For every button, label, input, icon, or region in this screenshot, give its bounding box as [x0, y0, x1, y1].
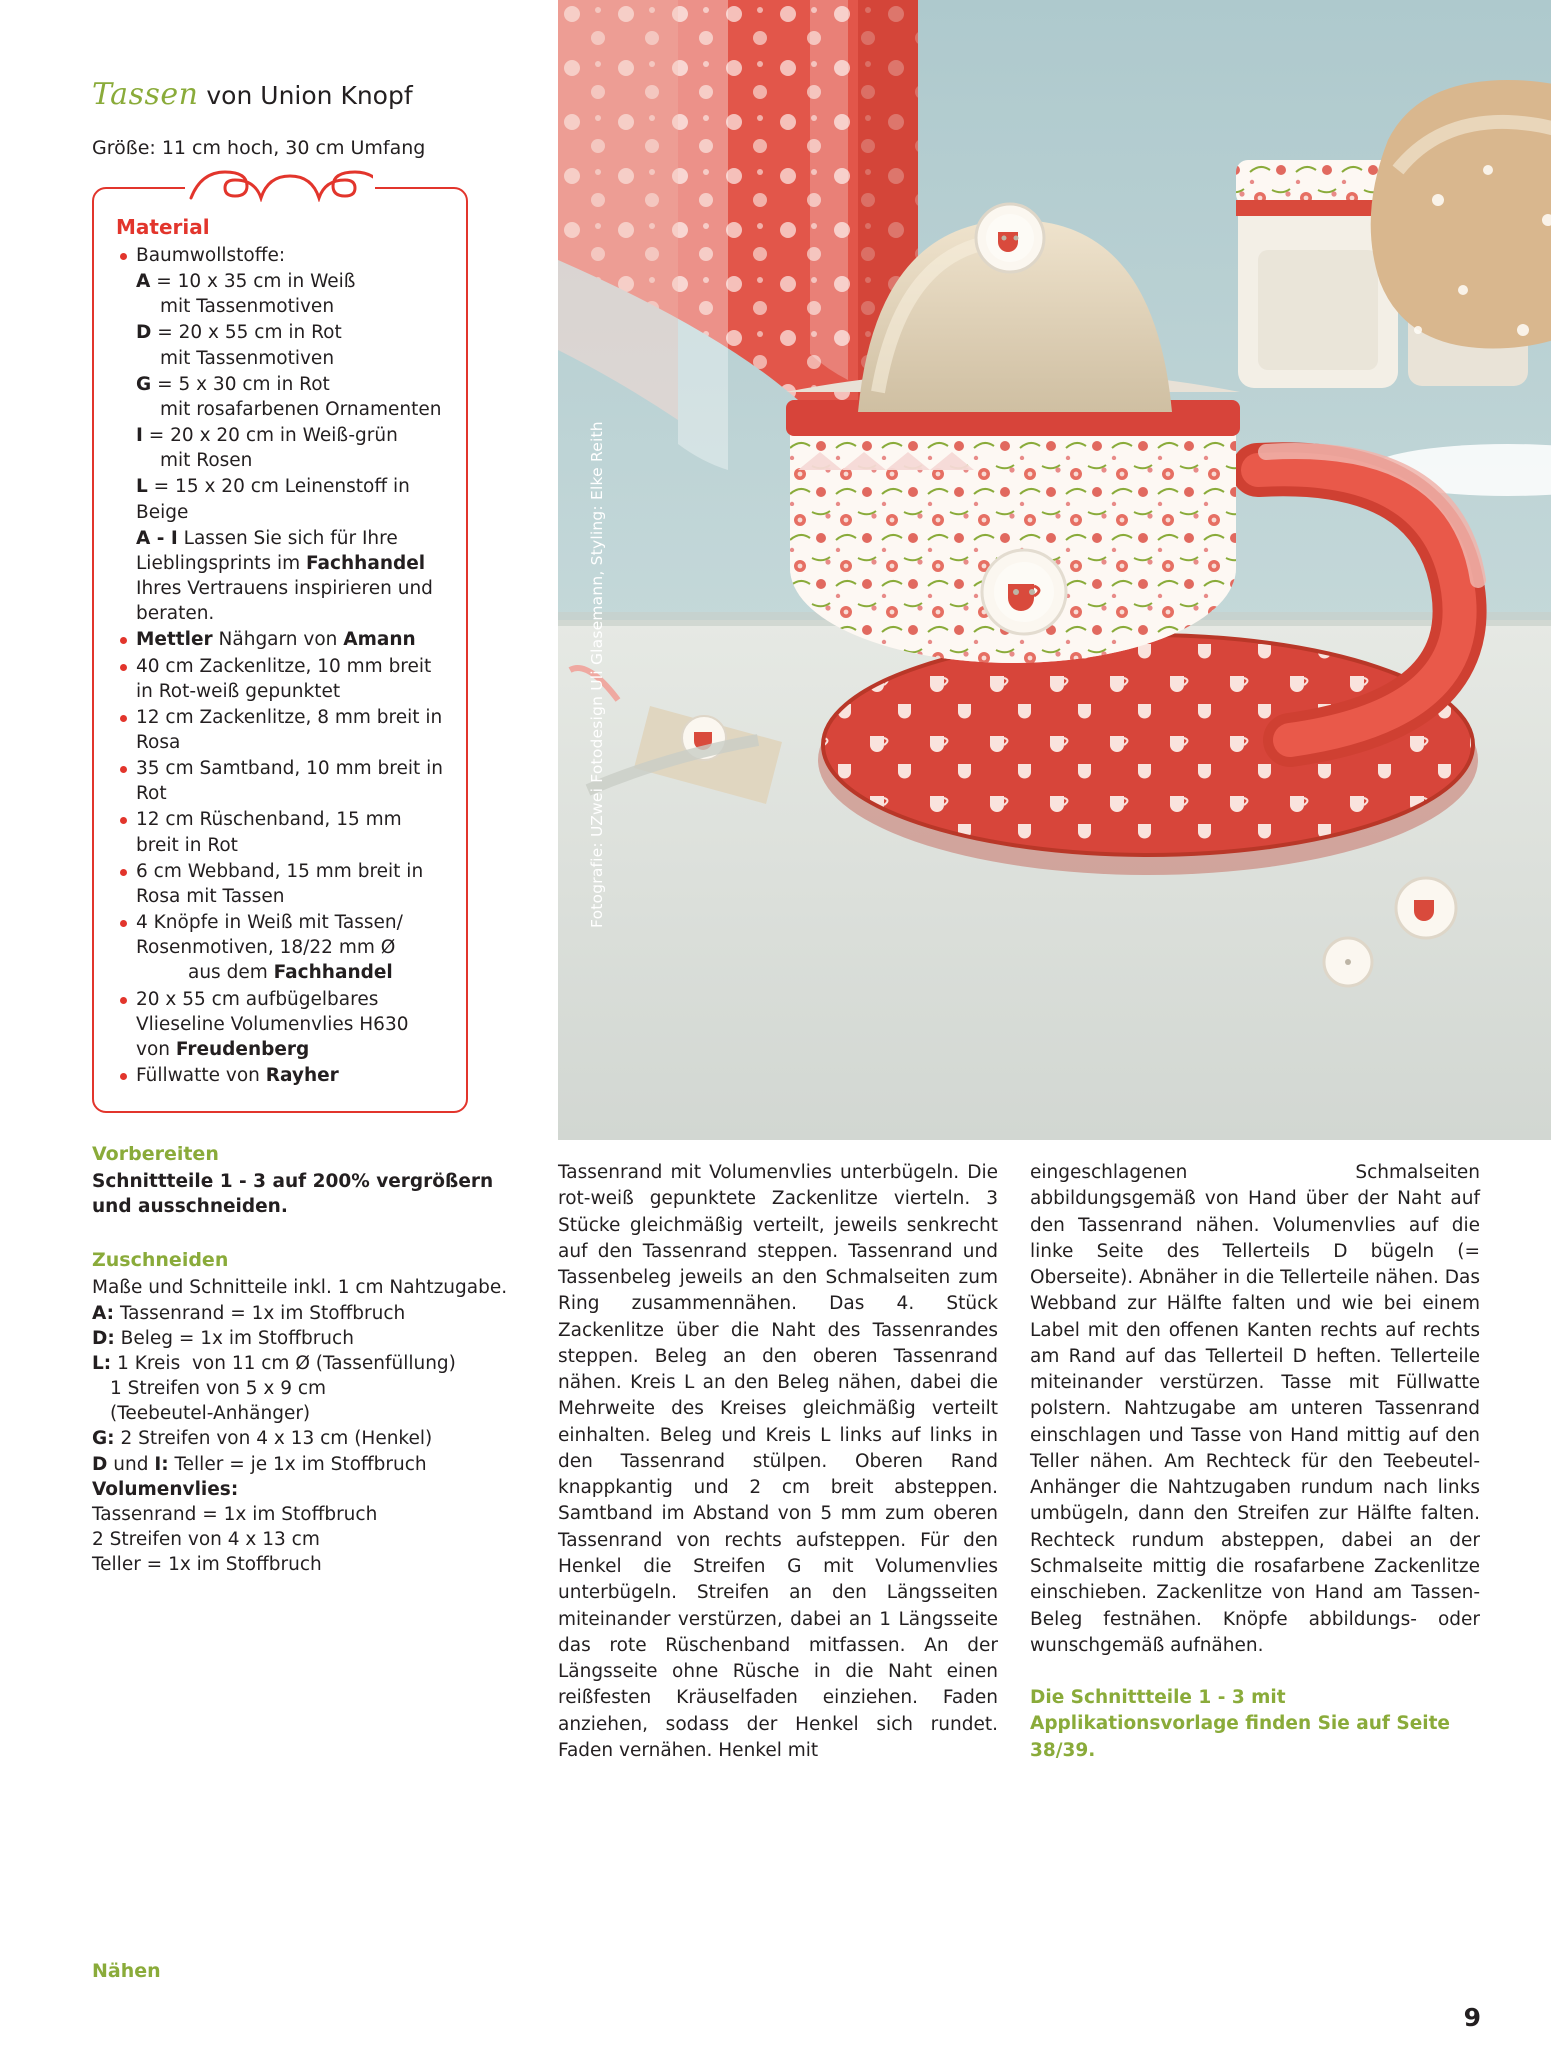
material-item: 35 cm Samtband, 10 mm breit in Rot	[116, 756, 444, 806]
photo-credit: Fotografie: UZwei Fotodesign Uli Glasemann, Styling: Elke Reith	[588, 421, 606, 928]
body-column-middle	[558, 1160, 998, 1764]
cut-line: D und I: Teller = je 1x im Stoffbruch	[92, 1453, 427, 1475]
cut-line: (Teebeutel-Anhänger)	[110, 1403, 311, 1425]
cut-line: Volumenvlies:	[92, 1478, 239, 1500]
left-column	[92, 78, 512, 1577]
page-title-rest: von Union Knopf	[198, 81, 413, 110]
material-item: 12 cm Rüschenband, 15 mm breit in Rot	[116, 807, 444, 857]
zuschneiden-heading: Zuschneiden	[92, 1249, 229, 1272]
project-photo	[558, 0, 1551, 1140]
material-item: L = 15 x 20 cm Leinenstoff in Beige	[136, 476, 410, 523]
cut-line: Teller = 1x im Stoffbruch	[92, 1554, 322, 1576]
material-item: A = 10 x 35 cm in Weiß mit Tassenmotiven	[136, 271, 356, 318]
material-item: 40 cm Zackenlitze, 10 mm breit in Rot-weiß gepunktet	[116, 654, 444, 704]
body-column-right	[1030, 1160, 1480, 1764]
material-item: Füllwatte von Rayher	[116, 1063, 444, 1088]
vorbereiten-text: Schnittteile 1 - 3 auf 200% vergrößern und ausschneiden.	[92, 1171, 494, 1218]
cut-line: Tassenrand = 1x im Stoffbruch	[92, 1503, 378, 1525]
cut-line: L: 1 Kreis von 11 cm Ø (Tassenfüllung)	[92, 1352, 456, 1374]
zuschneiden-lines	[92, 1301, 512, 1578]
page-title	[92, 78, 512, 111]
page-number: 9	[1463, 2003, 1481, 2032]
cut-line: 1 Streifen von 5 x 9 cm	[110, 1378, 327, 1400]
body-text-right: eingeschlagenen Schmalseiten abbildungsgemäß von Hand über der Naht auf den Tassenrand nähen. Volumenvlies auf die linke Seite des Tellerteils D bügeln (= Oberseite). Abnäher in die Tellerteile nähen. Das Webband zur Hälfte falten und wie bei einem Label mit den offenen Kanten rechts auf rechts am Rand auf das Tellerteil D heften. Tellerteile miteinander verstürzen. Tasse mit Füllwatte polstern. Nahtzugabe am unteren Tassenrand einschlagen und Tasse von Hand mittig auf den Teller nähen. Am Rechteck für den Teebeutel-Anhänger die Nahtzugaben rundum nach links umbügeln, dann den Streifen zur Hälfte falten. Rechteck rundum absteppen, dabei an der Schmalseite mittig die rosafarbene Zackenlitze einschieben. Zackenlitze von Hand am Tassen-Beleg festnähen. Knöpfe abbildungs- oder wunschgemäß aufnähen.	[1030, 1162, 1480, 1656]
material-heading: Material	[116, 215, 210, 239]
material-item: I = 20 x 20 cm in Weiß-grün mit Rosen	[136, 425, 398, 472]
material-item: 20 x 55 cm aufbügelbares Vlieseline Volumenvlies H630 von Freudenberg	[116, 987, 444, 1062]
cut-line: 2 Streifen von 4 x 13 cm	[92, 1529, 320, 1551]
vorbereiten-heading: Vorbereiten	[92, 1143, 219, 1166]
material-list	[116, 243, 444, 1088]
material-item: G = 5 x 30 cm in Rot mit rosafarbenen Ornamenten	[136, 373, 442, 420]
photo-illustration	[558, 0, 1551, 1140]
material-item: Baumwollstoffe:	[116, 243, 444, 268]
ornament-icon	[185, 163, 375, 203]
page-title-script: Tassen	[92, 77, 199, 112]
material-item: 12 cm Zackenlitze, 8 mm breit in Rosa	[116, 705, 444, 755]
body-text-middle: Tassenrand mit Volumenvlies unterbügeln. Die rot-weiß gepunktete Zackenlitze vierteln. 3 Stücke gleichmäßig verteilt, jeweils senkrecht auf den Tassenrand steppen. Tassenrand und Tassenbeleg jeweils an den Schmalseiten zum Ring zusammennähen. Das 4. Stück Zackenlitze über die Naht des Tassenrandes steppen. Beleg an den oberen Tassenrand nähen. Kreis L an den Beleg nähen, dabei die Mehrweite des Kreises gleichmäßig verteilt einhalten. Beleg und Kreis L links auf links in den Tassenrand stülpen. Oberen Rand knappkantig und 2 cm breit absteppen. Samtband im Abstand von 5 mm zum oberen Tassenrand von rechts aufsteppen. Für den Henkel die Streifen G mit Volumenvlies unterbügeln. Streifen an den Längsseiten miteinander verstürzen, dabei an 1 Längsseite das rote Rüschenband mitfassen. An der Längsseite ohne Rüsche in die Naht einen reißfesten Kräuselfaden einziehen. Faden anziehen, sodass der Henkel sich rundet. Faden vernähen. Henkel mit	[558, 1162, 998, 1761]
cut-line: G: 2 Streifen von 4 x 13 cm (Henkel)	[92, 1428, 433, 1450]
material-item: 6 cm Webband, 15 mm breit in Rosa mit Tassen	[116, 859, 444, 909]
material-box	[92, 187, 468, 1113]
pattern-note: Die Schnittteile 1 - 3 mit Applikationsvorlage finden Sie auf Seite 38/39.	[1030, 1687, 1450, 1761]
size-line: Größe: 11 cm hoch, 30 cm Umfang	[92, 137, 426, 159]
material-item: 4 Knöpfe in Weiß mit Tassen/ Rosenmotiven, 18/22 mm Ø aus dem Fachhandel	[116, 910, 444, 985]
material-item: D = 20 x 55 cm in Rot mit Tassenmotiven	[136, 322, 342, 369]
material-item: Mettler Nähgarn von Amann	[116, 627, 444, 652]
material-item: A - I Lassen Sie sich für Ihre Lieblingsprints im Fachhandel Ihres Vertrauens inspirieren und beraten.	[136, 527, 433, 625]
cut-line: A: Tassenrand = 1x im Stoffbruch	[92, 1302, 406, 1324]
naehen-heading: Nähen	[92, 1960, 161, 1982]
cut-line: D: Beleg = 1x im Stoffbruch	[92, 1327, 354, 1349]
zuschneiden-intro: Maße und Schnitteile inkl. 1 cm Nahtzugabe.	[92, 1277, 508, 1299]
